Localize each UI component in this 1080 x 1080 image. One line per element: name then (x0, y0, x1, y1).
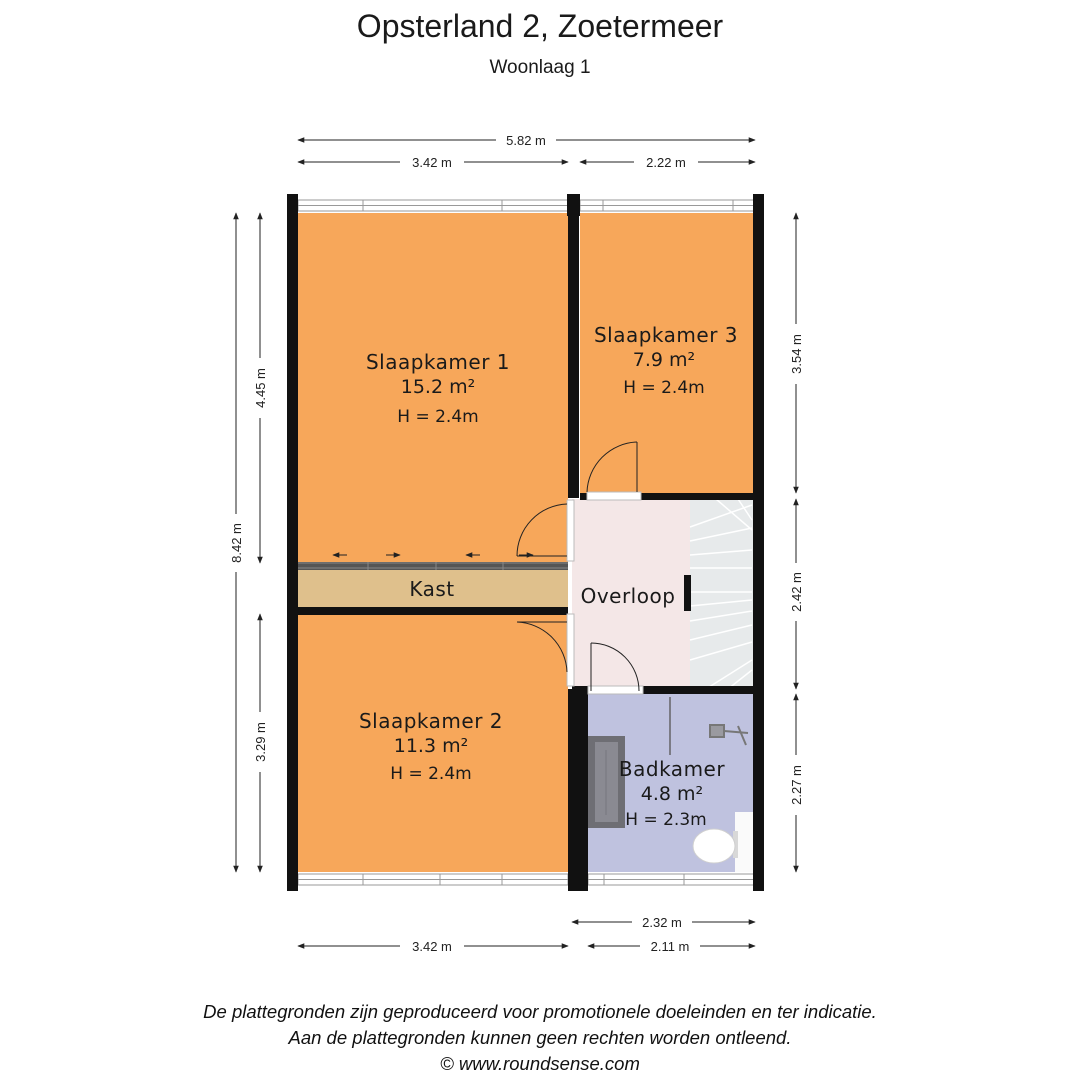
room-kast: Kast (409, 577, 455, 601)
disclaimer-copyright: © www.roundsense.com (440, 1053, 640, 1074)
dim-left-total: 8.42 m (229, 523, 244, 563)
dim-bottom-left: 3.42 m (412, 939, 452, 954)
dim-right-middle: 2.42 m (789, 572, 804, 612)
plan-title: Opsterland 2, Zoetermeer (356, 8, 724, 44)
room-name: Slaapkamer 2 (358, 709, 504, 733)
dim-left-lower: 3.29 m (253, 722, 268, 762)
dim-left-upper: 4.45 m (253, 368, 268, 408)
dim-bottom-right: 2.11 m (650, 939, 690, 954)
shower-icon (588, 736, 625, 828)
disclaimer-line-2: Aan de plattegronden kunnen geen rechten worden ontleend. (288, 1027, 792, 1048)
dim-bottom-right-total: 2.32 m (642, 915, 682, 930)
plan-subtitle: Woonlaag 1 (489, 57, 591, 78)
room-area: 15.2 m² (400, 376, 476, 398)
dim-top-right: 2.22 m (646, 155, 686, 170)
room-name: Slaapkamer 1 (365, 350, 511, 374)
disclaimer (0, 999, 1080, 1077)
room-area: 4.8 m² (640, 783, 704, 805)
stairs-floor (690, 499, 755, 689)
disclaimer-line-1: De plattegronden zijn geproduceerd voor promotionele doeleinden en ter indicatie. (203, 1001, 877, 1022)
room-name: Slaapkamer 3 (593, 323, 739, 347)
dim-right-bottom: 2.27 m (789, 765, 804, 805)
room-height: H = 2.4m (623, 378, 705, 398)
room-name: Badkamer (618, 757, 726, 781)
room-height: H = 2.3m (625, 810, 707, 830)
room-overloop: Overloop (580, 584, 676, 608)
dim-right-top: 3.54 m (789, 334, 804, 374)
room-height: H = 2.4m (397, 407, 479, 427)
stair-rail (684, 575, 691, 611)
room-height: H = 2.4m (390, 764, 472, 784)
room-area: 11.3 m² (393, 735, 469, 757)
room-area: 7.9 m² (632, 349, 696, 371)
dim-top-total: 5.82 m (506, 133, 546, 148)
dim-top-left: 3.42 m (412, 155, 452, 170)
